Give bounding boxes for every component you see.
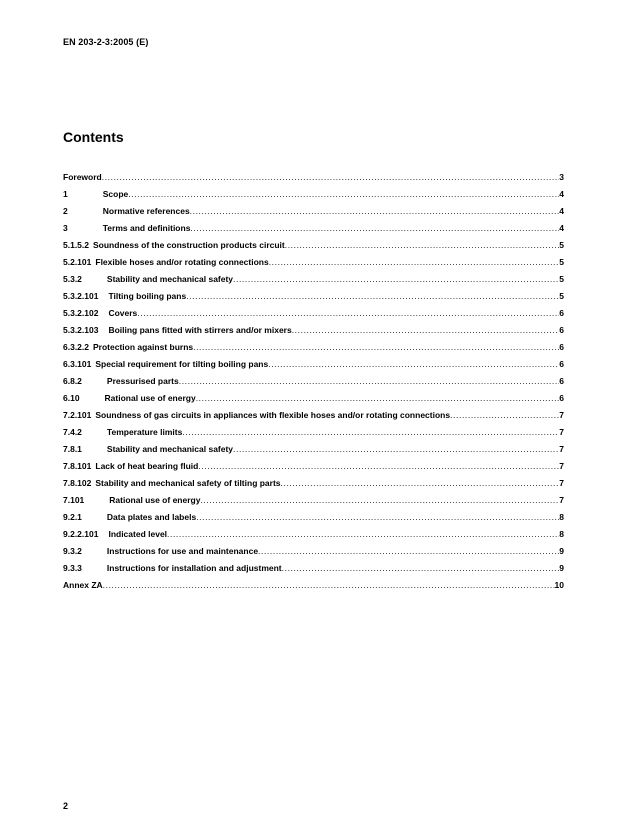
- toc-entry[interactable]: [63, 523, 564, 540]
- toc-dot-leader: [281, 478, 560, 489]
- toc-dot-leader: [167, 529, 559, 540]
- toc-entry-page: 7: [559, 427, 564, 437]
- toc-entry-number: 7.4.2: [63, 427, 82, 437]
- toc-entry[interactable]: [63, 421, 564, 438]
- toc-entry-page: 6: [559, 342, 564, 352]
- toc-entry-page: 5: [559, 257, 564, 267]
- toc-dot-leader: [196, 512, 559, 523]
- toc-entry-title: Rational use of energy: [104, 393, 196, 403]
- toc-entry-page: 4: [559, 206, 564, 216]
- toc-entry-number: 7.8.1: [63, 444, 82, 454]
- toc-dot-leader: [233, 444, 559, 455]
- toc-entry-number: 7.8.102: [63, 478, 92, 488]
- toc-dot-leader: [292, 325, 560, 336]
- toc-entry-page: 6: [559, 308, 564, 318]
- toc-entry-number: 9.2.2.101: [63, 529, 99, 539]
- toc-entry-number: 5.1.5.2: [63, 240, 89, 250]
- toc-entry-number: 6.3.2.2: [63, 342, 89, 352]
- toc-entry-title: Normative references: [102, 206, 190, 216]
- toc-entry-page: 8: [559, 512, 564, 522]
- toc-dot-leader: [186, 291, 559, 302]
- toc-dot-leader: [269, 257, 560, 268]
- toc-entry-page: 6: [559, 393, 564, 403]
- toc-dot-leader: [103, 580, 555, 591]
- toc-dot-leader: [128, 189, 559, 200]
- toc-dot-leader: [450, 410, 559, 421]
- toc-entry[interactable]: [63, 455, 564, 472]
- toc-entry-title: Annex ZA: [63, 580, 103, 590]
- toc-entry[interactable]: [63, 540, 564, 557]
- toc-dot-leader: [193, 342, 559, 353]
- page-number: 2: [63, 801, 69, 811]
- toc-entry[interactable]: [63, 370, 564, 387]
- toc-entry-page: 7: [559, 444, 564, 454]
- toc-entry-number: 7.101: [63, 495, 85, 505]
- toc-entry-number: 5.3.2.103: [63, 325, 99, 335]
- toc-entry-page: 5: [559, 240, 564, 250]
- toc-entry-number: 6.3.101: [63, 359, 92, 369]
- toc-entry[interactable]: [63, 387, 564, 404]
- toc-entry[interactable]: [63, 472, 564, 489]
- toc-entry-number: 5.3.2.102: [63, 308, 99, 318]
- toc-entry[interactable]: [63, 506, 564, 523]
- toc-entry[interactable]: [63, 217, 564, 234]
- toc-entry-title: Boiling pans fitted with stirrers and/or mixers: [108, 325, 292, 335]
- toc-entry[interactable]: [63, 285, 564, 302]
- toc-entry-title: Instructions for installation and adjustment: [106, 563, 282, 573]
- toc-dot-leader: [198, 461, 559, 472]
- toc-dot-leader: [190, 223, 559, 234]
- toc-entry[interactable]: [63, 166, 564, 183]
- toc-dot-leader: [196, 393, 560, 404]
- toc-entry-page: 8: [559, 529, 564, 539]
- toc-entry-number: 5.3.2.101: [63, 291, 99, 301]
- toc-entry-page: 7: [559, 410, 564, 420]
- toc-entry-title: Foreword: [63, 172, 102, 182]
- toc-entry-page: 4: [559, 223, 564, 233]
- toc-entry-page: 5: [559, 274, 564, 284]
- toc-entry-title: Scope: [102, 189, 129, 199]
- toc-entry-page: 6: [559, 376, 564, 386]
- toc-entry-title: Stability and mechanical safety of tilting parts: [95, 478, 281, 488]
- toc-entry[interactable]: [63, 438, 564, 455]
- toc-entry[interactable]: [63, 404, 564, 421]
- toc-entry-number: 5.3.2: [63, 274, 82, 284]
- toc-entry[interactable]: [63, 251, 564, 268]
- toc-entry-number: 1: [63, 189, 68, 199]
- toc-entry-number: 2: [63, 206, 68, 216]
- toc-entry[interactable]: [63, 557, 564, 574]
- toc-entry-page: 6: [559, 325, 564, 335]
- toc-dot-leader: [190, 206, 560, 217]
- toc-entry-number: 6.8.2: [63, 376, 82, 386]
- toc-entry-page: 10: [554, 580, 564, 590]
- toc-entry-number: 7.8.101: [63, 461, 92, 471]
- toc-dot-leader: [182, 427, 559, 438]
- toc-entry-number: 9.3.2: [63, 546, 82, 556]
- toc-entry-page: 5: [559, 291, 564, 301]
- toc-entry-title: Covers: [108, 308, 138, 318]
- toc-entry-page: 3: [559, 172, 564, 182]
- toc-entry-number: 7.2.101: [63, 410, 92, 420]
- toc-dot-leader: [268, 359, 559, 370]
- toc-entry[interactable]: [63, 234, 564, 251]
- toc-entry-page: 9: [559, 546, 564, 556]
- toc-entry-title: Special requirement for tilting boiling pans: [95, 359, 269, 369]
- toc-entry-title: Indicated level: [108, 529, 168, 539]
- table-of-contents: [63, 166, 564, 591]
- contents-title: Contents: [63, 129, 124, 145]
- toc-entry[interactable]: [63, 574, 564, 591]
- toc-dot-leader: [233, 274, 559, 285]
- toc-entry[interactable]: [63, 200, 564, 217]
- toc-entry-number: 3: [63, 223, 68, 233]
- toc-entry-title: Flexible hoses and/or rotating connections: [95, 257, 269, 267]
- toc-entry-title: Tilting boiling pans: [108, 291, 187, 301]
- toc-dot-leader: [258, 546, 559, 557]
- toc-entry-title: Pressurised parts: [106, 376, 179, 386]
- toc-entry[interactable]: [63, 268, 564, 285]
- toc-entry-title: Lack of heat bearing fluid: [95, 461, 199, 471]
- toc-entry-title: Soundness of gas circuits in appliances with flexible hoses and/or rotating connections: [95, 410, 451, 420]
- toc-dot-leader: [179, 376, 560, 387]
- toc-entry-page: 6: [559, 359, 564, 369]
- toc-entry-title: Stability and mechanical safety: [106, 444, 234, 454]
- toc-dot-leader: [102, 172, 560, 183]
- toc-entry[interactable]: [63, 302, 564, 319]
- toc-entry-number: 9.2.1: [63, 512, 82, 522]
- toc-dot-leader: [285, 240, 560, 251]
- toc-dot-leader: [282, 563, 560, 574]
- toc-entry-title: Soundness of the construction products circuit: [93, 240, 285, 250]
- toc-entry-page: 7: [559, 478, 564, 488]
- toc-entry-number: 9.3.3: [63, 563, 82, 573]
- toc-entry-page: 9: [559, 563, 564, 573]
- toc-entry-page: 7: [559, 495, 564, 505]
- toc-entry-page: 4: [559, 189, 564, 199]
- toc-entry-number: 6.10: [63, 393, 80, 403]
- toc-entry[interactable]: [63, 489, 564, 506]
- toc-entry-number: 5.2.101: [63, 257, 92, 267]
- toc-entry[interactable]: [63, 319, 564, 336]
- toc-entry-title: Temperature limits: [106, 427, 183, 437]
- toc-entry-title: Protection against burns: [93, 342, 194, 352]
- toc-entry-title: Terms and definitions: [102, 223, 191, 233]
- toc-entry-title: Stability and mechanical safety: [106, 274, 234, 284]
- toc-dot-leader: [137, 308, 559, 319]
- toc-entry-title: Instructions for use and maintenance: [106, 546, 259, 556]
- toc-dot-leader: [200, 495, 559, 506]
- toc-entry-page: 7: [559, 461, 564, 471]
- toc-entry[interactable]: [63, 183, 564, 200]
- document-id-header: EN 203-2-3:2005 (E): [63, 37, 149, 47]
- toc-entry[interactable]: [63, 353, 564, 370]
- toc-entry-title: Data plates and labels: [106, 512, 197, 522]
- toc-entry-title: Rational use of energy: [109, 495, 201, 505]
- toc-entry[interactable]: [63, 336, 564, 353]
